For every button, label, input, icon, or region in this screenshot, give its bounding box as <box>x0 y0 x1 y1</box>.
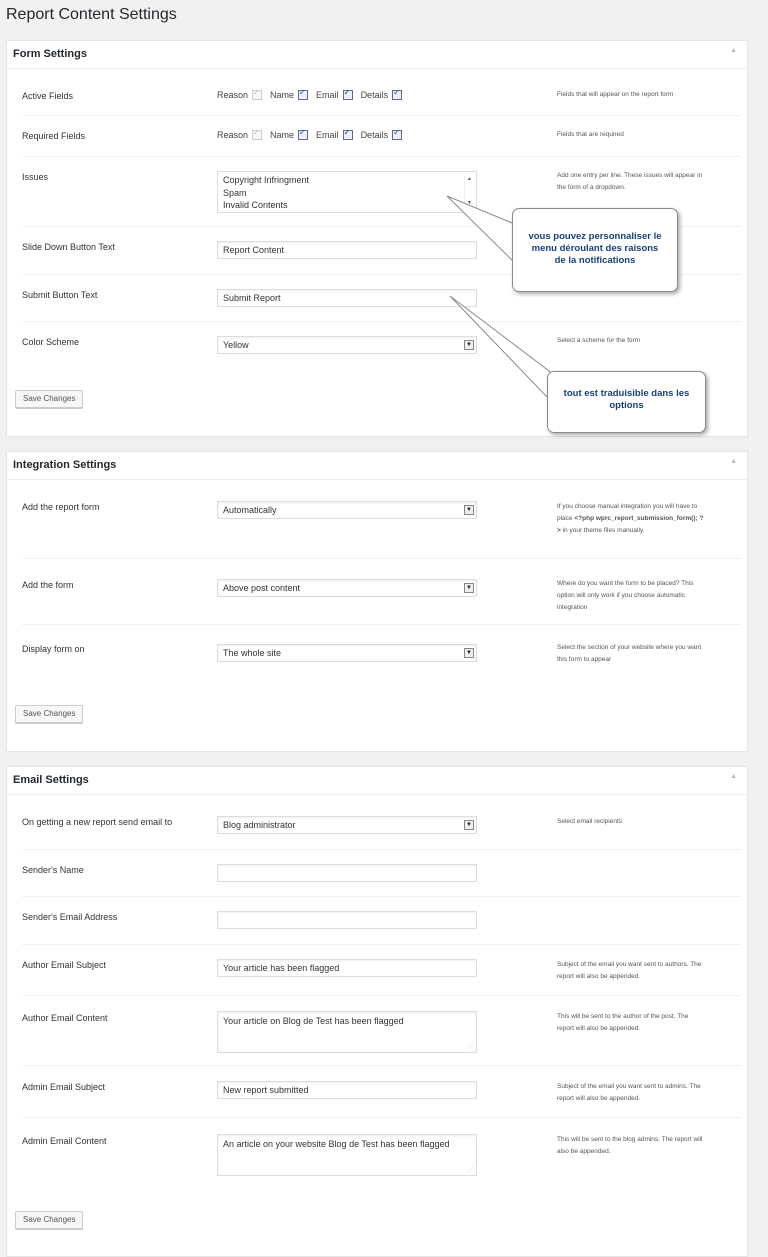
email-checkbox-label: Email <box>316 130 339 140</box>
chevron-down-icon: ▼ <box>464 820 474 830</box>
callout-pointer-translation <box>450 296 553 398</box>
author-subject-description: Subject of the email you want sent to authors. The report will also be appended. <box>557 961 702 980</box>
callout-translation-note <box>547 371 706 433</box>
chevron-down-icon: ▼ <box>464 340 474 350</box>
recipients-value: Blog administrator <box>223 820 296 830</box>
collapse-arrow-icon[interactable]: ▲ <box>730 773 737 780</box>
color-scheme-label: Color Scheme <box>22 337 80 347</box>
email-save-button[interactable]: Save Changes <box>15 1211 83 1229</box>
submit-text-input[interactable]: Submit Report <box>217 289 477 307</box>
add-report-form-description-intro: If you choose manual integration you will have to place <box>557 503 698 522</box>
color-scheme-description: Select a scheme for the form <box>557 337 641 344</box>
add-report-form-label: Add the report form <box>22 502 100 512</box>
chevron-down-icon: ▼ <box>464 648 474 658</box>
display-form-on-value: The whole site <box>223 648 282 658</box>
add-report-form-description-outro: in your theme files manually. <box>560 527 645 534</box>
integration-save-button[interactable]: Save Changes <box>15 705 83 723</box>
required-fields-label: Required Fields <box>22 131 86 141</box>
issues-description: Add one entry per line. These issues will appear in the form of a dropdown. <box>557 172 703 191</box>
recipients-label: On getting a new report send email to <box>22 817 173 827</box>
admin-content-description: This will be sent to the blog admins. The report will also be appended. <box>557 1136 703 1155</box>
author-content-label: Author Email Content <box>22 1013 108 1023</box>
slide-down-text-label: Slide Down Button Text <box>22 242 115 252</box>
required-fields-description: Fields that are required <box>557 131 624 138</box>
page-title: Report Content Settings <box>6 6 177 23</box>
admin-content-value: An article on your website Blog de Test has been flagged <box>223 1139 450 1149</box>
reason-checkbox-label: Reason <box>217 130 249 140</box>
author-content-value: Your article on Blog de Test has been flagged <box>223 1016 404 1026</box>
submit-text-label: Submit Button Text <box>22 290 98 300</box>
author-subject-label: Author Email Subject <box>22 960 107 970</box>
recipients-description: Select email recipients <box>557 818 623 825</box>
author-subject-input[interactable]: Your article has been flagged <box>217 959 477 977</box>
callout-dropdown-note <box>512 208 678 292</box>
callout-translation-text: tout est traduisible dans les options <box>563 388 690 411</box>
collapse-arrow-icon[interactable]: ▲ <box>730 47 737 54</box>
active-fields-description: Fields that will appear on the report form <box>557 91 674 98</box>
email-checkbox-label: Email <box>316 90 339 100</box>
admin-subject-description: Subject of the email you want sent to admins. The report will also be appended. <box>557 1083 701 1102</box>
slide-down-text-input[interactable]: Report Content <box>217 241 477 259</box>
details-checkbox-label: Details <box>360 130 389 140</box>
active-fields-label: Active Fields <box>22 91 74 101</box>
reason-checkbox-label: Reason <box>217 90 249 100</box>
issue-item: Spam <box>223 187 247 198</box>
form-save-button[interactable]: Save Changes <box>15 390 83 408</box>
integration-settings-title: Integration Settings <box>13 459 117 471</box>
add-form-description: Where do you want the form to be placed? This option will only work if you choose automatic integration <box>557 580 694 611</box>
form-settings-title: Form Settings <box>13 48 87 60</box>
admin-subject-input[interactable]: New report submitted <box>217 1081 477 1099</box>
issues-label: Issues <box>22 172 49 182</box>
resize-grip-icon[interactable]: ⋰ <box>467 1167 473 1173</box>
author-content-description: This will be sent to the author of the post. The report will also be appended. <box>557 1013 689 1032</box>
display-form-on-label: Display form on <box>22 644 85 654</box>
chevron-down-icon: ▼ <box>464 505 474 515</box>
email-settings-title: Email Settings <box>13 774 89 786</box>
name-checkbox-label: Name <box>270 90 295 100</box>
add-form-label: Add the form <box>22 580 74 590</box>
issue-item: Copyright Infringment <box>223 175 310 185</box>
add-report-form-description-code: <?php wprc_report_submission_form(); ?> <box>557 515 704 534</box>
details-checkbox-label: Details <box>360 90 389 100</box>
add-form-value: Above post content <box>223 583 301 593</box>
display-form-on-description: Select the section of your website where you want this form to appear <box>557 644 702 663</box>
collapse-arrow-icon[interactable]: ▲ <box>730 458 737 465</box>
chevron-down-icon: ▼ <box>464 583 474 593</box>
issues-scrollbar[interactable]: ▲ ▼ <box>464 175 474 211</box>
sender-name-label: Sender's Name <box>22 865 84 875</box>
admin-content-label: Admin Email Content <box>22 1136 107 1146</box>
resize-grip-icon[interactable]: ⋰ <box>467 1044 473 1050</box>
callout-dropdown-text: vous pouvez personnaliser le menu déroulant des raisons de la notifications <box>528 231 662 266</box>
name-checkbox-label: Name <box>270 130 295 140</box>
issue-item: Invalid Contents <box>223 200 288 210</box>
admin-subject-label: Admin Email Subject <box>22 1082 106 1092</box>
add-report-form-value: Automatically <box>223 505 277 515</box>
sender-email-label: Sender's Email Address <box>22 912 118 922</box>
callout-pointer-dropdown <box>447 196 517 262</box>
color-scheme-value: Yellow <box>223 340 249 350</box>
